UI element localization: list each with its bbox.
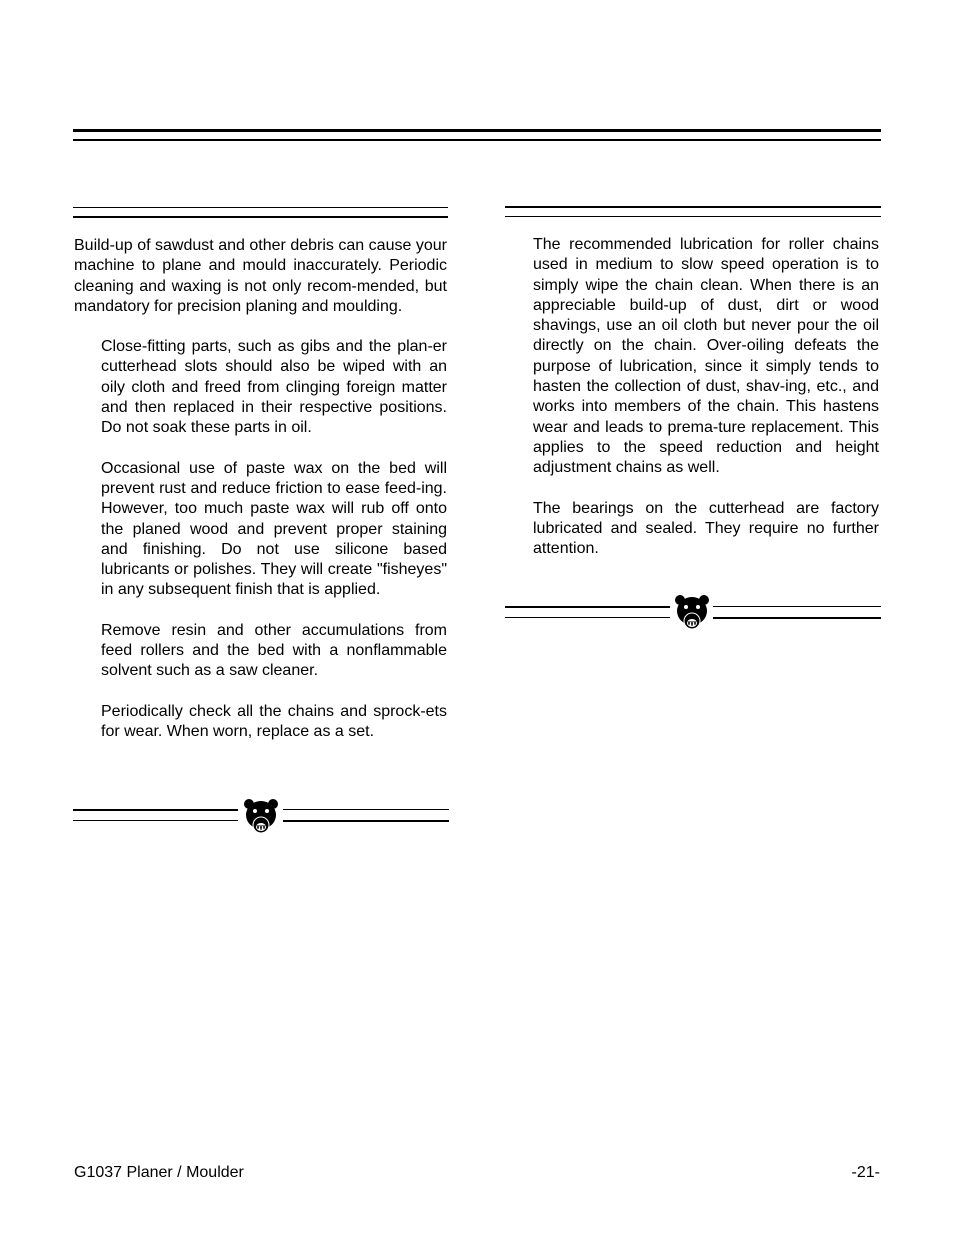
header-rule-thin	[73, 139, 881, 141]
intro-paragraph: Build-up of sawdust and other debris can cause your machine to plane and mould inaccurately. Periodic cleaning and waxing is not only recom-mended, but mandatory for precision planing and moulding.	[74, 237, 447, 315]
footer-manual-title: G1037 Planer / Moulder	[74, 1164, 244, 1181]
bear-head-icon	[672, 592, 712, 632]
divider-line	[713, 606, 881, 607]
divider-line	[505, 606, 670, 608]
list-item: The recommended lubrication for roller chains used in medium to slow speed operation is to simply wipe the chain clean. When there is an appreciable build-up of dust, dirt or wood shavings, use an oil cloth but never pour the oil directly on the chain. Over-oiling defeats the purpose of lubrication, since it simply tends to hasten the collection of dust, shav-ing, etc., and works into members of the chain. This hastens wear and leads to prema-ture replacement. This applies to the speed reduction and height adjustment chains as well.	[533, 236, 879, 477]
divider-line	[713, 617, 881, 619]
list-item: Occasional use of paste wax on the bed will prevent rust and reduce friction to ease feed-ing. However, too much paste wax will rub off onto the planed wood and prevent proper staining and finishing. Do not use silicone based lubricants or polishes. They will create "fisheyes" in any subsequent finish that is applied.	[101, 459, 447, 599]
footer-page-number: -21-	[851, 1164, 880, 1181]
divider-line	[73, 809, 238, 811]
list-item: Close-fitting parts, such as gibs and the plan-er cutterhead slots should also be wiped with an oily cloth and freed from clinging foreign matter and then replaced in their respective positions. Do not soak these parts in oil.	[101, 338, 447, 437]
bear-head-icon	[241, 796, 281, 836]
right-section-end-divider	[505, 597, 881, 627]
right-section-rule-top	[505, 206, 881, 208]
left-section-end-divider	[73, 800, 449, 830]
divider-line	[283, 820, 449, 822]
header-rule-thick	[73, 129, 881, 132]
divider-line	[73, 820, 238, 821]
list-item: The bearings on the cutterhead are factory lubricated and sealed. They require no further attention.	[533, 499, 879, 558]
right-column	[533, 235, 879, 559]
divider-line	[505, 617, 670, 618]
left-section-rule-bottom	[73, 216, 448, 218]
left-section-rule-top	[73, 207, 448, 208]
left-column	[74, 236, 447, 742]
right-section-rule-bottom	[505, 216, 881, 217]
divider-line	[283, 809, 449, 810]
list-item: Remove resin and other accumulations from feed rollers and the bed with a nonflammable solvent such as a saw cleaner.	[101, 621, 447, 680]
list-item: Periodically check all the chains and sprock-ets for wear. When worn, replace as a set.	[101, 702, 447, 740]
